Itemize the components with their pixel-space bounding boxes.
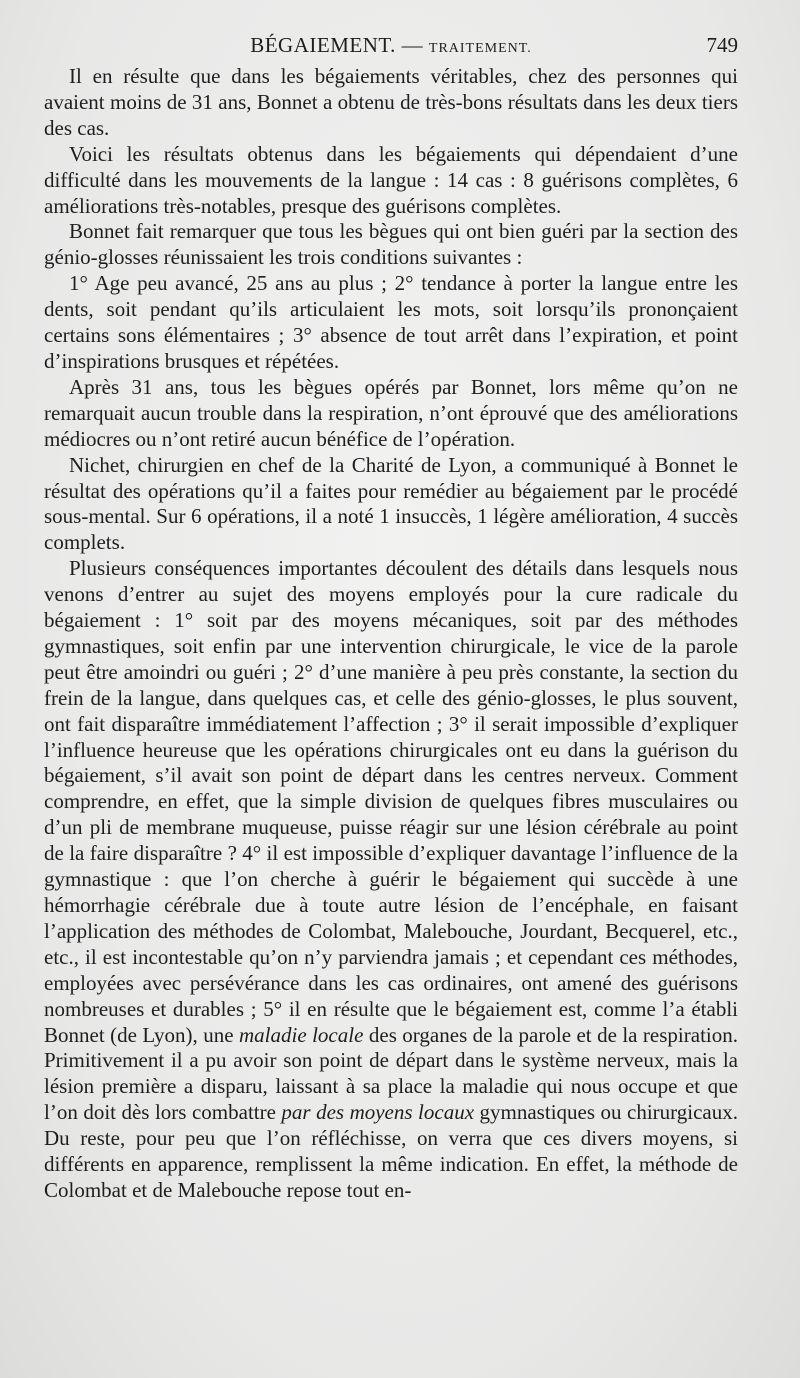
italic-moyens-locaux: par des moyens locaux <box>281 1100 475 1125</box>
paragraph-6: Nichet, chirurgien en chef de la Charité de Lyon, a communiqué à Bonnet le résultat des opérations qu’il a faites pour remédier au bégaiement par le procédé sous-mental. Sur 6 opérations, il a noté 1 insuccès, 1 légère amélioration, 4 succès complets. <box>44 452 738 555</box>
paragraph-4: 1° Age peu avancé, 25 ans au plus ; 2° tendance à porter la langue entre les dents, soit pendant qu’ils articulaient les mots, soit lorsqu’ils prononçaient certains sons élémentaires ; 3° absence de tout arrêt dans l’expiration, et point d’inspirations brusques et répétées. <box>44 271 738 373</box>
paragraph-7-part-a: Plusieurs conséquences importantes découlent des détails dans lesquels nous venons d’entrer au sujet des moyens employés pour la cure radicale du bégaiement : 1° soit par des moyens mécaniques, soit par des méthodes gymnastiques, soit enfin par une intervention chirurgicale, le vice de la parole peut être amoindri ou guéri ; 2° d’une manière à peu près constante, la section du frein de la langue, dans quelques cas, et celle des génio-glosses, le plus souvent, ont fait disparaître immédiatement l’affection ; 3° il serait impossible d’expliquer l’influence heureuse que les opérations chirurgicales ont eu dans la guérison du bégaiement, s’il avait son point de départ dans les centres nerveux. Comment comprendre, en effet, que la simple division de quelques fibres musculaires ou d’un pli de membrane muqueuse, puisse réagir sur une lésion cérébrale au point de la faire disparaître ? 4° il est impossible d’expliquer davantage l’influence de la gymnastique : que l’on cherche à guérir le bégaiement qui succède à une hémorrhagie cérébrale due à toute autre lésion de l’encéphale, en faisant l’application des méthodes de Colombat, Malebouche, Jourdant, Becquerel, etc., etc., il est incontestable qu’on n’y parviendra jamais ; et cependant ces méthodes, employées avec persévérance dans les cas ordinaires, ont amené des guérisons nombreuses et durables ; 5° il en résulte que le bégaiement est, comme l’a établi Bonnet (de Lyon), une <box>44 556 738 1047</box>
page-number: 749 <box>706 33 738 57</box>
paragraph-3: Bonnet fait remarquer que tous les bègues qui ont bien guéri par la section des génio-glosses réunissaient les trois conditions suivantes : <box>44 219 738 270</box>
running-title-separator: — <box>395 33 429 57</box>
running-title-main: BÉGAIEMENT. <box>250 33 396 57</box>
paragraph-7-part-c: gymnastiques ou chirurgicaux. Du reste, pour peu que l’on réfléchisse, on verra que ces divers moyens, si différents en apparence, remplissent la même indication. En effet, la méthode de Colombat et de Malebouche repose tout en- <box>44 1100 738 1202</box>
paragraph-7 <box>44 556 738 1204</box>
running-head <box>44 30 738 60</box>
paragraph-5: Après 31 ans, tous les bègues opérés par Bonnet, lors même qu’on ne remarquait aucun trouble dans la respiration, n’ont éprouvé que des améliorations médiocres ou n’ont retiré aucun bénéfice de l’opération. <box>44 374 738 451</box>
paragraph-2: Voici les résultats obtenus dans les bégaiements qui dépendaient d’une difficulté dans les mouvements de la langue : 14 cas : 8 guérisons complètes, 6 améliorations très-notables, presque des guérisons complètes. <box>44 141 738 218</box>
running-title <box>44 30 738 64</box>
body-text <box>44 64 738 1204</box>
paragraph-7-part-b: des organes de la parole et de la respiration. Primitivement il a pu avoir son point de départ dans le système nerveux, mais la lésion première a disparu, laissant à sa place la maladie qui nous occupe et que l’on doit dès lors combattre <box>44 1022 738 1125</box>
paragraph-1: Il en résulte que dans les bégaiements véritables, chez des personnes qui avaient moins de 31 ans, Bonnet a obtenu de très-bons résultats dans les deux tiers des cas. <box>44 64 738 140</box>
italic-maladie-locale: maladie locale <box>239 1022 364 1047</box>
running-title-sub: TRAITEMENT. <box>428 41 532 56</box>
